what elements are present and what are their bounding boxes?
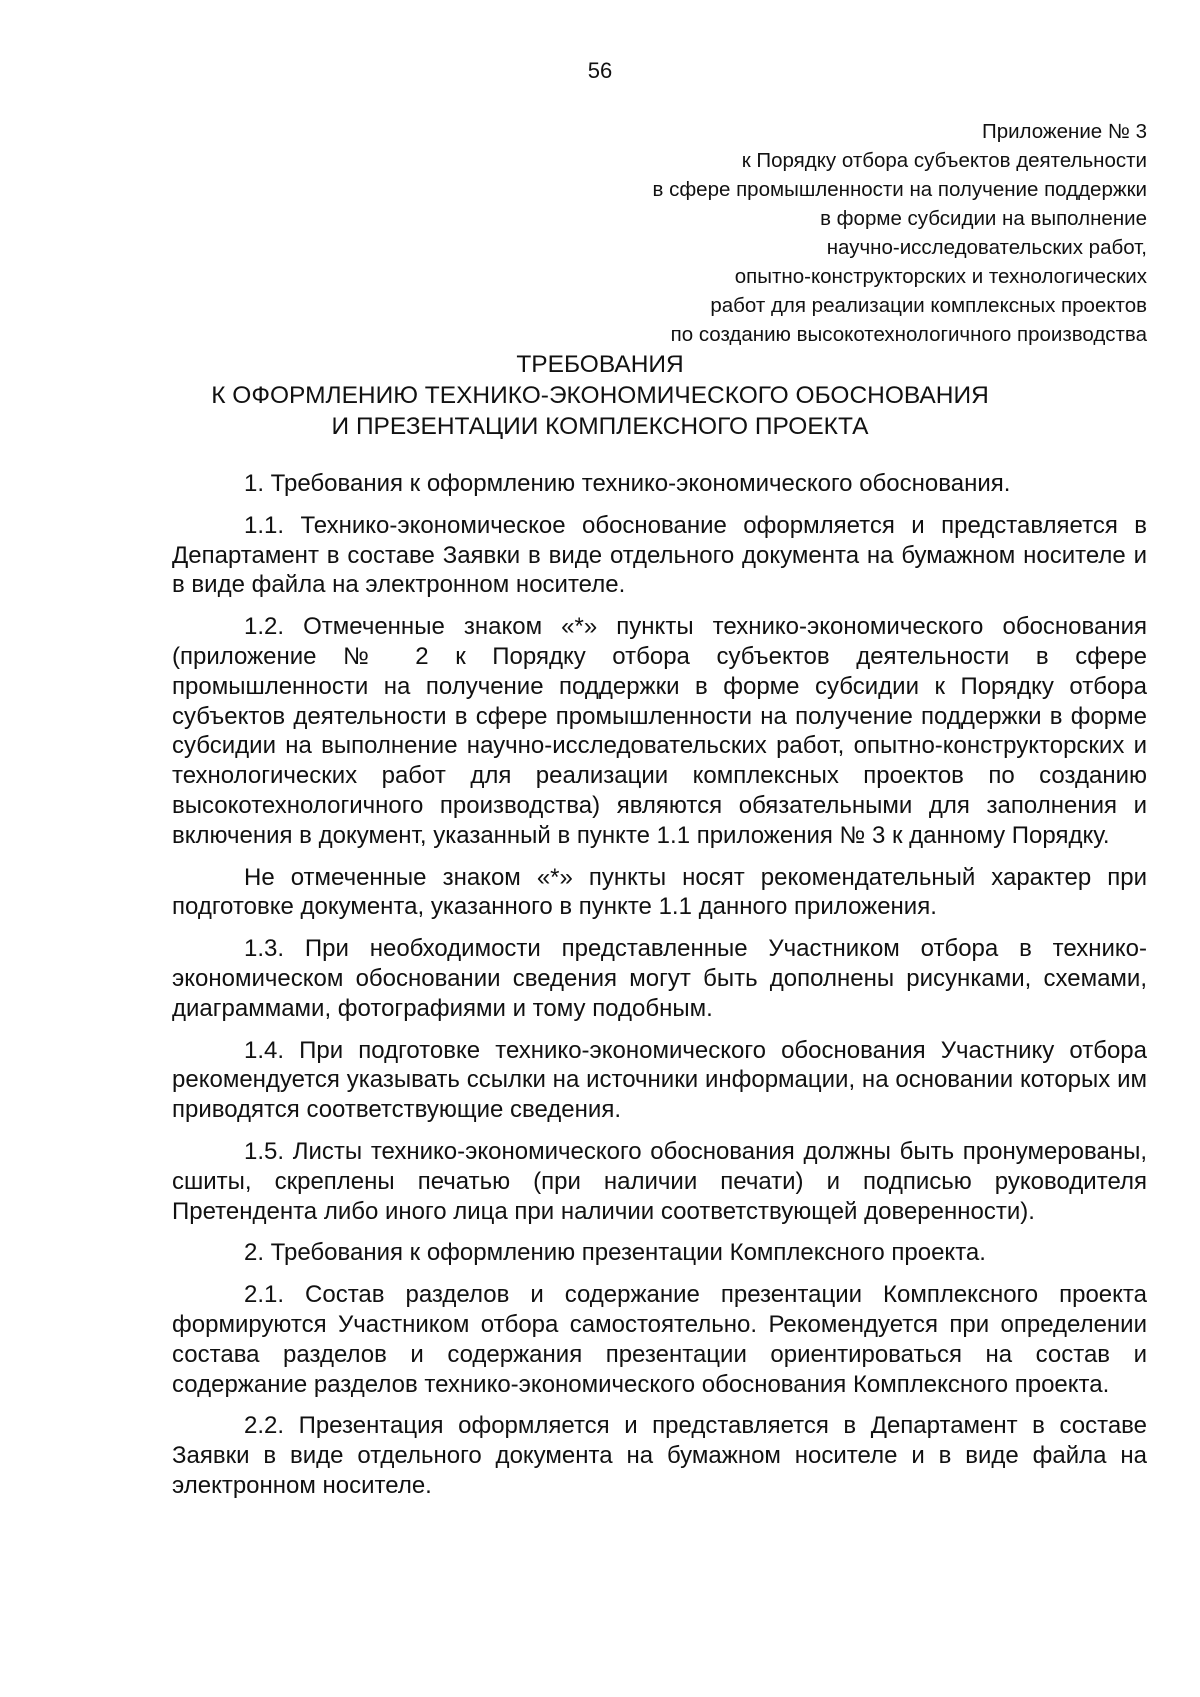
paragraph: 2.2. Презентация оформляется и представляется в Департамент в составе Заявки в виде отдельного документа на бумажном носителе и в виде файла на электронном носителе.: [172, 1412, 1147, 1499]
appendix-line: научно-исследовательских работ,: [826, 236, 1147, 259]
title-line: ТРЕБОВАНИЯ: [516, 351, 684, 378]
paragraph: 1.2. Отмеченные знаком «*» пункты технико-экономического обоснования (приложение № 2 к Порядку отбора субъектов деятельности в сфере промышленности на получение поддержки в форме субсидии к Порядку отбора субъектов деятельности в сфере промышленности на получение поддержки в форме субсидии на выполнение научно-исследовательских работ, опытно-конструкторских и технологических работ для реализации комплексных проектов по созданию высокотехнологичного производства) являются обязательными для заполнения и включения в документ, указанный в пункте 1.1 приложения № 3 к данному Порядку.: [172, 613, 1147, 849]
paragraph: 1.4. При подготовке технико-экономического обоснования Участнику отбора рекомендуется указывать ссылки на источники информации, на основании которых им приводятся соответствующие сведения.: [172, 1036, 1147, 1124]
document-title: [0, 349, 1200, 442]
paragraph: 1.3. При необходимости представленные Участником отбора в технико-экономическом обосновании сведения могут быть дополнены рисунками, схемами, диаграммами, фотографиями и тому подобным.: [172, 935, 1147, 1022]
document-body: [172, 469, 1147, 1513]
title-line: К ОФОРМЛЕНИЮ ТЕХНИКО-ЭКОНОМИЧЕСКОГО ОБОСНОВАНИЯ: [211, 382, 989, 409]
paragraph: 1.1. Технико-экономическое обоснование оформляется и представляется в Департамент в составе Заявки в виде отдельного документа на бумажном носителе и в виде файла на электронном носителе.: [172, 511, 1147, 599]
title-line: И ПРЕЗЕНТАЦИИ КОМПЛЕКСНОГО ПРОЕКТА: [331, 413, 869, 440]
section-heading: 2. Требования к оформлению презентации Комплексного проекта.: [244, 1239, 986, 1267]
appendix-line: в форме субсидии на выполнение: [820, 207, 1147, 230]
paragraph: 2.1. Состав разделов и содержание презентации Комплексного проекта формируются Участником отбора самостоятельно. Рекомендуется при определении состава разделов и содержания презентации ориентироваться на состав и содержание разделов технико-экономического обоснования Комплексного проекта.: [172, 1281, 1147, 1398]
appendix-line: опытно-конструкторских и технологических: [734, 265, 1147, 288]
appendix-line: к Порядку отбора субъектов деятельности: [741, 149, 1147, 172]
appendix-line: работ для реализации комплексных проектов: [710, 294, 1147, 317]
page-number: 56: [587, 58, 613, 83]
paragraph: 1.5. Листы технико-экономического обоснования должны быть пронумерованы, сшиты, скреплены печатью (при наличии печати) и подписью руководителя Претендента либо иного лица при наличии соответствующей доверенности).: [172, 1137, 1147, 1225]
appendix-line: по созданию высокотехнологичного производства: [670, 323, 1147, 346]
appendix-line: в сфере промышленности на получение поддержки: [652, 178, 1147, 201]
section-heading: 1. Требования к оформлению технико-экономического обоснования.: [244, 470, 1011, 497]
paragraph: Не отмеченные знаком «*» пункты носят рекомендательный характер при подготовке документа, указанного в пункте 1.1 данного приложения.: [172, 863, 1147, 921]
appendix-line: Приложение № 3: [981, 120, 1147, 143]
appendix-header: [527, 117, 1147, 349]
